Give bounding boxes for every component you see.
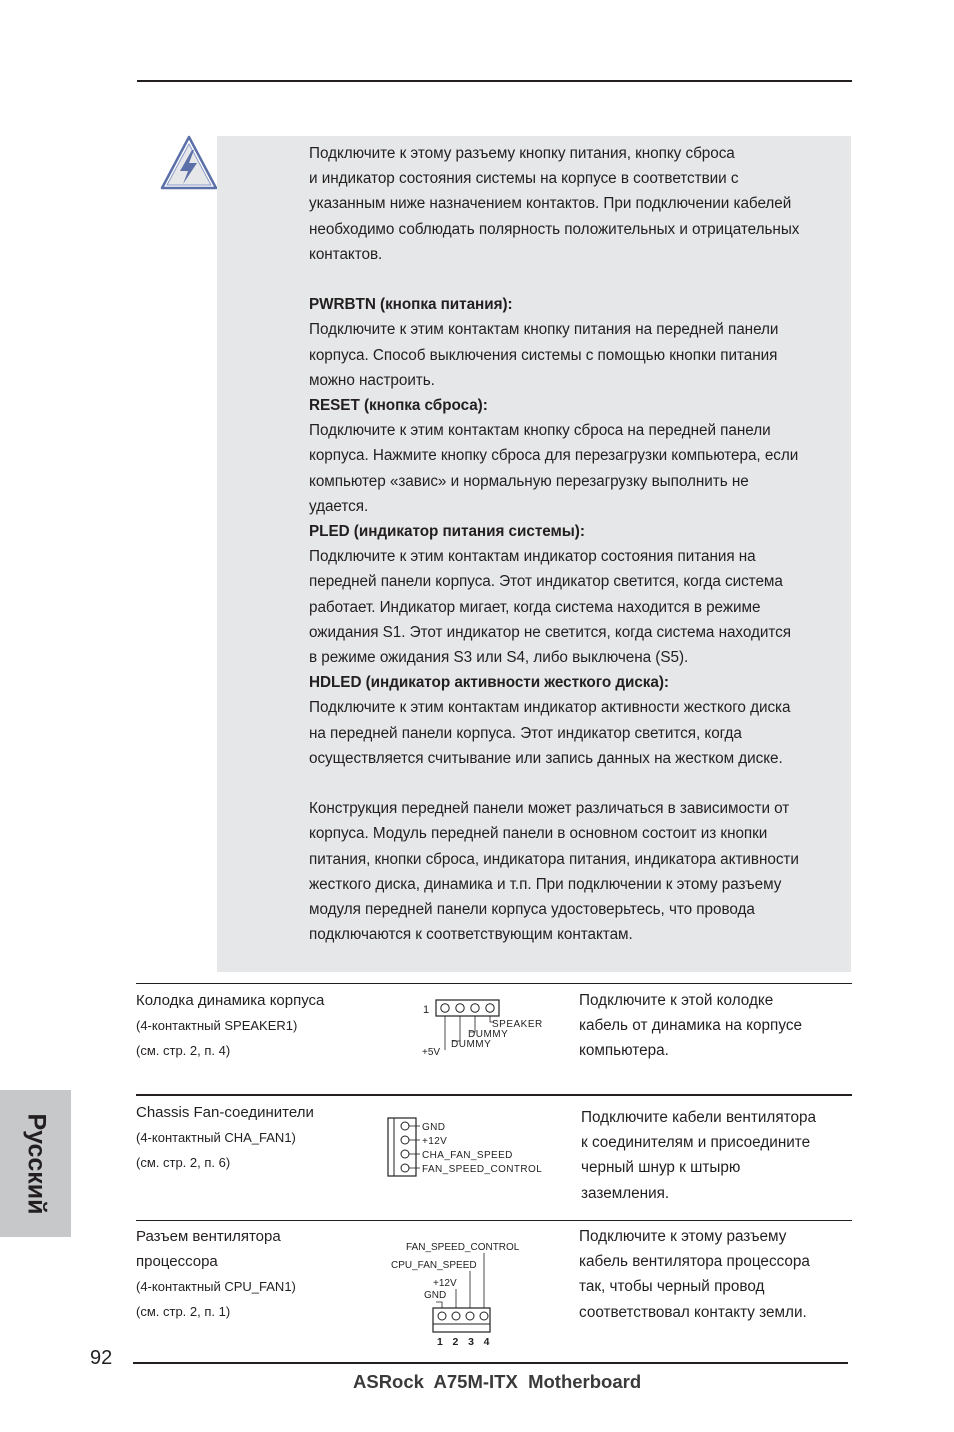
note-line: в режиме ожидания S3 или S4, либо выключена (S5). — [309, 649, 689, 667]
footer-title: ASRock A75M-ITX Motherboard — [353, 1371, 642, 1392]
desc-line: заземления. — [581, 1184, 670, 1202]
note-line: работает. Индикатор мигает, когда система находится в режиме — [309, 598, 761, 616]
pin — [441, 1004, 449, 1012]
pin — [471, 1004, 479, 1012]
chassis-fan-info — [136, 1100, 391, 1175]
note-line: необходимо соблюдать полярность положительных и отрицательных — [309, 220, 800, 238]
fan-speed-label: CHA_FAN_SPEED — [422, 1150, 513, 1161]
cpu-fan-diagram — [388, 1236, 528, 1348]
pin — [452, 1312, 460, 1320]
note-line: корпуса. Модуль передней панели в основном состоит из кнопки — [309, 825, 768, 843]
cpu-fan-info — [136, 1224, 391, 1324]
desc-line: так, чтобы черный провод — [579, 1278, 765, 1296]
top-rule — [137, 80, 852, 82]
note-line: удается. — [309, 497, 369, 515]
note-line: питания, кнопки сброса, индикатора питания, индикатора активности — [309, 850, 799, 868]
section-divider — [136, 1094, 852, 1096]
chassis-fan-desc — [581, 1105, 856, 1206]
footer-rule — [133, 1362, 848, 1364]
desc-line: кабель от динамика на корпусе — [579, 1017, 802, 1035]
chassis-fan-name: Chassis Fan-соединители — [136, 1104, 314, 1121]
chassis-fan-ref: (см. стр. 2, п. 6) — [136, 1155, 231, 1170]
speaker-ref: (см. стр. 2, п. 4) — [136, 1043, 231, 1058]
note-line: компьютер «завис» и нормальную перезагрузку выполнить не — [309, 472, 749, 490]
desc-line: к соединителям и присоедините — [581, 1134, 811, 1152]
fan-header — [388, 1118, 416, 1176]
chassis-fan-diagram — [384, 1114, 554, 1180]
fan-control-label: FAN_SPEED_CONTROL — [406, 1242, 520, 1253]
gnd-label: GND — [422, 1122, 446, 1133]
desc-line: компьютера. — [579, 1042, 669, 1060]
note-line: Подключите к этим контактам индикатор состояния питания на — [309, 548, 756, 566]
speaker-header — [436, 1000, 499, 1016]
speaker-pin-label: SPEAKER — [492, 1019, 543, 1030]
desc-line: Подключите кабели вентилятора — [581, 1109, 816, 1126]
pin — [401, 1136, 409, 1144]
chassis-fan-spec: (4-контактный CHA_FAN1) — [136, 1130, 296, 1145]
note-line: подключаются к соответствующим контактам. — [309, 926, 633, 944]
note-line: корпуса. Нажмите кнопку сброса для перезагрузки компьютера, если — [309, 447, 799, 465]
pin — [466, 1312, 474, 1320]
pled-heading: PLED (индикатор питания системы): — [309, 523, 585, 541]
desc-line: кабель вентилятора процессора — [579, 1253, 810, 1271]
cpu-fan-spec: (4-контактный CPU_FAN1) — [136, 1279, 296, 1294]
dummy-pin-label: DUMMY — [468, 1029, 509, 1040]
speaker-diagram — [418, 996, 558, 1060]
note-text — [309, 141, 854, 947]
fan-control-label: FAN_SPEED_CONTROL — [422, 1164, 543, 1175]
desc-line: Подключите к этому разъему — [579, 1228, 787, 1245]
note-line: жесткого диска, динамика и т.п. При подключении к этому разъему — [309, 875, 782, 893]
warning-icon — [158, 133, 220, 193]
pin — [401, 1150, 409, 1158]
note-line: Подключите к этому разъему кнопку питания, кнопку сброса — [309, 145, 735, 162]
note-line: модуля передней панели корпуса удостоверьтесь, что провода — [309, 901, 755, 919]
pin — [401, 1122, 409, 1130]
speaker-spec: (4-контактный SPEAKER1) — [136, 1018, 298, 1033]
note-line: Подключите к этим контактам индикатор активности жесткого диска — [309, 699, 791, 717]
note-line: на передней панели корпуса. Этот индикатор светится, когда — [309, 724, 742, 742]
pin — [401, 1164, 409, 1172]
pin1-label: 1 — [423, 1004, 430, 1016]
speaker-desc — [579, 988, 854, 1064]
note-line: и индикатор состояния системы на корпусе в соответствии с — [309, 170, 739, 188]
dummy-pin-label: DUMMY — [451, 1039, 492, 1050]
desc-line: Подключите к этой колодке — [579, 992, 774, 1009]
plus12v-label: +12V — [433, 1278, 457, 1289]
pin — [456, 1004, 464, 1012]
plus5v-label: +5V — [422, 1047, 441, 1058]
pin-numbers: 1 2 3 4 — [437, 1336, 493, 1348]
language-tab — [0, 1090, 71, 1237]
cpu-fan-name: Разъем вентилятора — [136, 1228, 281, 1245]
note-line: передней панели корпуса. Этот индикатор светится, когда система — [309, 573, 783, 591]
hdled-heading: HDLED (индикатор активности жесткого диска): — [309, 674, 669, 692]
note-line: осуществляется считывание или запись данных на жестком диске. — [309, 749, 783, 767]
plus12v-label: +12V — [422, 1136, 448, 1147]
note-line: Конструкция передней панели может различаться в зависимости от — [309, 800, 790, 818]
section-divider — [136, 1220, 852, 1221]
language-tab-label: Русский — [22, 1112, 50, 1215]
cpu-fan-name-2: процессора — [136, 1253, 218, 1270]
note-line: корпуса. Способ выключения системы с помощью кнопки питания — [309, 346, 778, 364]
pin — [438, 1312, 446, 1320]
page-number: 92 — [90, 1347, 113, 1369]
pin — [480, 1312, 488, 1320]
cpu-fan-desc — [579, 1224, 854, 1325]
note-line: ожидания S1. Этот индикатор не светится, когда система находится — [309, 623, 791, 641]
cpu-fan-ref: (см. стр. 2, п. 1) — [136, 1304, 231, 1319]
speaker-name: Колодка динамика корпуса — [136, 992, 325, 1009]
note-line: контактов. — [309, 245, 383, 263]
speaker-info — [136, 988, 391, 1063]
pwrbtn-heading: PWRBTN (кнопка питания): — [309, 296, 513, 314]
reset-heading: RESET (кнопка сброса): — [309, 397, 488, 415]
gnd-label: GND — [424, 1290, 447, 1301]
pin — [486, 1004, 494, 1012]
fan-speed-label: CPU_FAN_SPEED — [391, 1260, 477, 1271]
note-line: Подключите к этим контактам кнопку сброса на передней панели — [309, 422, 771, 440]
note-line: указанным ниже назначением контактов. При подключении кабелей — [309, 195, 792, 213]
desc-line: черный шнур к штырю — [581, 1159, 741, 1177]
note-line: Подключите к этим контактам кнопку питания на передней панели — [309, 321, 779, 339]
section-divider — [136, 983, 852, 984]
note-line: можно настроить. — [309, 371, 435, 389]
desc-line: соответствовал контакту земли. — [579, 1303, 807, 1321]
